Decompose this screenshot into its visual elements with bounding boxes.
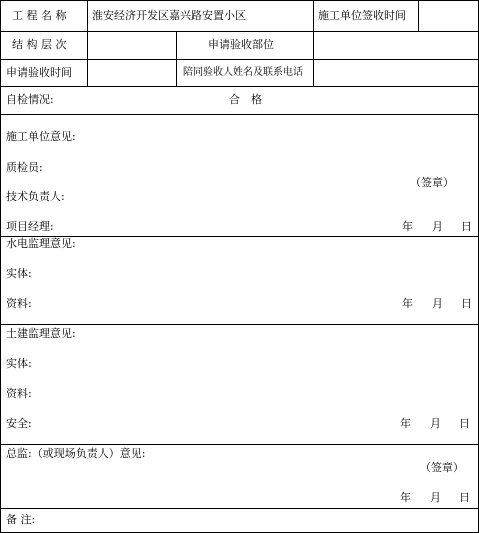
civil-opinion-label: 土建监理意见: bbox=[6, 327, 76, 340]
date-month: 月 bbox=[432, 297, 443, 310]
civil-safety-label: 安全: bbox=[6, 417, 32, 430]
date-month: 月 bbox=[432, 220, 443, 233]
remarks-label: 备 注: bbox=[6, 513, 36, 526]
border-top bbox=[0, 0, 479, 1]
self-check-result: 合 格 bbox=[229, 93, 262, 106]
contractor-sign-time-label: 施工单位签收时间 bbox=[318, 9, 406, 22]
col-divider bbox=[176, 31, 177, 87]
water-elec-entity-label: 实体: bbox=[6, 267, 32, 280]
section-divider bbox=[0, 508, 479, 509]
section-divider bbox=[0, 324, 479, 325]
date-day: 日 bbox=[459, 491, 470, 504]
structure-floor-value[interactable] bbox=[90, 34, 174, 58]
row-divider bbox=[0, 59, 479, 60]
civil-docs-label: 资料: bbox=[6, 387, 32, 400]
contractor-opinion-label: 施工单位意见: bbox=[6, 130, 76, 143]
date-year: 年 bbox=[402, 220, 413, 233]
col-divider bbox=[313, 0, 314, 87]
inspection-part-label: 申请验收部位 bbox=[208, 38, 274, 51]
row-divider bbox=[0, 114, 479, 115]
contractor-sign-time-value[interactable] bbox=[422, 4, 476, 28]
date-month: 月 bbox=[430, 417, 441, 430]
self-check-label: 自检情况: bbox=[6, 93, 54, 106]
project-manager-label: 项目经理: bbox=[6, 220, 54, 233]
remarks-value[interactable] bbox=[44, 511, 474, 530]
border-left bbox=[0, 0, 1, 533]
civil-entity-label: 实体: bbox=[6, 357, 32, 370]
escort-label: 陪同验收人姓名及联系电话 bbox=[183, 67, 303, 78]
section-divider bbox=[0, 444, 479, 445]
col-divider bbox=[418, 0, 419, 32]
date-day: 日 bbox=[461, 297, 472, 310]
date-day: 日 bbox=[461, 220, 472, 233]
project-name-label: 工 程 名 称 bbox=[12, 9, 67, 22]
chief-opinion-label: 总监:（或现场负责人）意见: bbox=[6, 447, 146, 460]
date-day: 日 bbox=[459, 417, 470, 430]
inspection-part-value[interactable] bbox=[316, 34, 476, 58]
tech-lead-label: 技术负责人: bbox=[6, 190, 65, 203]
water-elec-docs-label: 资料: bbox=[6, 297, 32, 310]
escort-value[interactable] bbox=[316, 62, 476, 85]
water-elec-opinion-label: 水电监理意见: bbox=[6, 237, 76, 250]
inspection-time-value[interactable] bbox=[90, 62, 174, 85]
date-year: 年 bbox=[400, 417, 411, 430]
col-divider bbox=[87, 0, 88, 87]
date-year: 年 bbox=[402, 297, 413, 310]
row-divider bbox=[0, 31, 479, 32]
chief-sign-label: （签章） bbox=[420, 461, 464, 474]
structure-floor-label: 结 构 层 次 bbox=[12, 38, 67, 51]
qc-inspector-label: 质检员: bbox=[6, 161, 43, 174]
contractor-sign-label: （签章） bbox=[410, 176, 454, 189]
date-year: 年 bbox=[400, 491, 411, 504]
date-month: 月 bbox=[430, 491, 441, 504]
row-divider bbox=[0, 86, 479, 87]
inspection-time-label: 申请验收时间 bbox=[6, 66, 72, 79]
project-name-value: 淮安经济开发区嘉兴路安置小区 bbox=[92, 9, 246, 22]
